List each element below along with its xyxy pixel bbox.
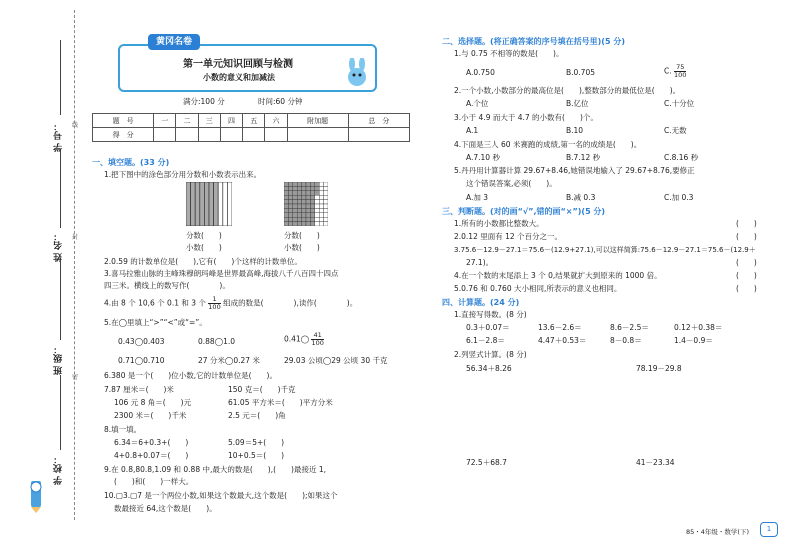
score-cell[interactable] [287, 128, 348, 142]
grid-cell [315, 204, 319, 208]
judge-item-cont: 27.1)。 [466, 258, 494, 267]
grid-cell [302, 200, 306, 204]
cut-line [74, 10, 75, 520]
q5-item: 0.88◯1.0 [198, 337, 236, 346]
grid-cell [288, 186, 292, 190]
decimal-answer-2[interactable]: 小数( ) [284, 243, 320, 252]
score-cell[interactable] [154, 128, 176, 142]
grid-cell [315, 217, 319, 221]
grid-cell [324, 222, 328, 226]
q8-item: 10+0.5＝( ) [228, 451, 285, 460]
judge-item: 3.75.6－12.9－27.1＝75.6－(12.9+27.1),可以这样简算:75.6－12.9－27.1＝75.6－(12.9＋ [454, 246, 756, 254]
fraction-answer-2[interactable]: 分数( ) [284, 231, 320, 240]
q5-item [284, 332, 324, 347]
option-c[interactable]: C.无数 [664, 126, 687, 135]
grid-cell [288, 217, 292, 221]
student-number-label: 学 号： [54, 122, 64, 153]
grid-cell [284, 204, 288, 208]
choice-q1: 1.与 0.75 不相等的数是( )。 [454, 49, 564, 58]
page-subtitle: 小数的意义和加减法 [203, 73, 275, 82]
choice-q4: 4.下面是三人 60 米赛跑的成绩,第一名的成绩是( )。 [454, 140, 642, 149]
grid-cell [284, 208, 288, 212]
option-c[interactable]: C.8.16 秒 [664, 153, 699, 162]
score-cell[interactable] [348, 128, 409, 142]
grid-cell [324, 200, 328, 204]
option-c[interactable]: C.十分位 [664, 99, 695, 108]
grid-cell [284, 222, 288, 226]
student-name-label: 姓 名： [54, 232, 64, 263]
score-cell[interactable] [198, 128, 220, 142]
class-field[interactable] [60, 260, 61, 340]
option-a[interactable]: A.0.750 [466, 68, 495, 77]
grid-cell [293, 182, 297, 186]
grid-cell [319, 195, 323, 199]
table-row [93, 114, 410, 128]
option-b[interactable]: B.亿位 [566, 99, 589, 108]
grid-cell [306, 217, 310, 221]
grid-cell [324, 213, 328, 217]
table-header-cell: 二 [176, 114, 198, 128]
grid-cell [293, 222, 297, 226]
student-number-field[interactable] [60, 40, 61, 115]
grid-cell [293, 191, 297, 195]
numerator: 75 [674, 64, 686, 72]
grid-cell [324, 217, 328, 221]
grid-cell [293, 213, 297, 217]
grid-cell [293, 204, 297, 208]
choice-q5-cont: 这个错误答案,必须( )。 [466, 179, 557, 188]
option-b[interactable]: B.0.705 [566, 68, 596, 77]
option-c[interactable]: C.加 0.3 [664, 193, 694, 202]
q10-text: 10.▢3.▢7 是一个两位小数,如果这个数最大,这个数是( );如果这个 [104, 491, 338, 500]
q4-part-b: 组成的数是( ),读作( )。 [223, 298, 358, 308]
grid-cell [293, 186, 297, 190]
table-header-cell: 五 [243, 114, 265, 128]
calc-q2: 2.列竖式计算。(8 分) [454, 350, 527, 359]
grid-cell [324, 186, 328, 190]
grid-cell [315, 213, 319, 217]
q7-item: 106 元 8 角＝( )元 [114, 398, 192, 407]
q4-text [104, 296, 357, 311]
pencil-mascot-icon [22, 475, 50, 513]
full-score: 满分:100 分 [183, 97, 225, 106]
grid-cell [324, 195, 328, 199]
table-header-cell: 六 [265, 114, 287, 128]
score-cell[interactable] [220, 128, 242, 142]
decimal-answer-1[interactable]: 小数( ) [186, 243, 222, 252]
option-a[interactable]: A.1 [466, 126, 479, 135]
numerator: 41 [311, 332, 323, 340]
grid-cell [297, 213, 301, 217]
grid-cell [315, 182, 319, 186]
grid-cell [293, 208, 297, 212]
grid-cell [297, 195, 301, 199]
grid-cell [302, 208, 306, 212]
grid-cell [319, 204, 323, 208]
grid-cell [288, 213, 292, 217]
mental-calc-item[interactable]: 0.12＋0.38＝ [674, 323, 723, 332]
section-2-heading: 二、选择题。(将正确答案的序号填在括号里)(5 分) [442, 37, 625, 46]
grid-cell [302, 222, 306, 226]
q5-item: 27 分米◯0.27 米 [198, 356, 260, 365]
grid-cell [319, 217, 323, 221]
choice-q2: 2.一个小数,小数部分的最高位是( ),整数部分的最低位是( )。 [454, 86, 681, 95]
page-number: 1 [760, 522, 778, 537]
grid-cell [310, 186, 314, 190]
grid-cell [284, 217, 288, 221]
grid-cell [302, 182, 306, 186]
q10-text-cont: 数最接近 64,这个数是( )。 [114, 504, 217, 513]
table-header-cell: 附加题 [287, 114, 348, 128]
option-b[interactable]: B.10 [566, 126, 584, 135]
table-header-cell: 一 [154, 114, 176, 128]
grid-cell [284, 213, 288, 217]
grid-cell [302, 186, 306, 190]
q9-text-cont: ( )和( )一样大。 [114, 477, 194, 486]
grid-cell [293, 200, 297, 204]
mental-calc-item[interactable]: 8－0.8＝ [610, 336, 642, 345]
judge-item: 2.0.12 里面有 12 个百分之一。 [454, 232, 563, 241]
grid-cell [319, 222, 323, 226]
grid-cell [315, 222, 319, 226]
grid-cell [319, 186, 323, 190]
school-label: 学 校： [54, 455, 64, 486]
grid-cell [310, 200, 314, 204]
mental-calc-item[interactable]: 13.6－2.6＝ [538, 323, 582, 332]
vertical-calc-item[interactable]: 56.34＋8.26 [466, 364, 512, 373]
grid-cell [310, 195, 314, 199]
choice-q5: 5.丹丹用计算器计算 29.67+8.46,她错误地输入了 29.67+8.76,要修正 [454, 166, 695, 175]
choice-q3: 3.小于 4.9 而大于 4.7 的小数有( )个。 [454, 113, 598, 122]
judge-item: 1.所有的小数都比整数大。 [454, 219, 544, 228]
judge-item: 5.0.76 和 0.760 大小相同,所表示的意义也相同。 [454, 284, 622, 293]
grid-cell [324, 182, 328, 186]
grid-cell [284, 186, 288, 190]
fraction-41-100 [311, 332, 323, 347]
page-title: 第一单元知识回顾与检测 [183, 59, 293, 70]
grid-cell [293, 195, 297, 199]
grid-cell [284, 200, 288, 204]
option-c-label: C. [664, 66, 672, 76]
mental-calc-item[interactable]: 1.4－0.9＝ [674, 336, 713, 345]
judge-answer[interactable]: ( ) [736, 219, 757, 228]
grid-cell [297, 191, 301, 195]
grid-cell [310, 217, 314, 221]
numerator: 1 [208, 296, 220, 304]
table-header-cell: 四 [220, 114, 242, 128]
option-a[interactable]: A.加 3 [466, 193, 489, 202]
grid-cell [315, 191, 319, 195]
grid-cell [302, 204, 306, 208]
grid-cell [297, 186, 301, 190]
grid-cell [315, 186, 319, 190]
vertical-calc-item[interactable]: 78.19－29.8 [636, 364, 682, 373]
grid-cell [288, 200, 292, 204]
grid-cell [319, 200, 323, 204]
vertical-calc-item[interactable]: 41－23.34 [636, 458, 675, 467]
q7-item: 7.87 厘米＝( )米 [104, 385, 174, 394]
q8-item: 5.09＝5+( ) [228, 438, 285, 447]
fraction-figure-strips [186, 182, 232, 226]
q7-item: 61.05 平方米＝( )平方分米 [228, 398, 333, 407]
grid-cell [288, 204, 292, 208]
grid-cell [310, 213, 314, 217]
calc-q1: 1.直接写得数。(8 分) [454, 310, 527, 319]
grid-cell [310, 208, 314, 212]
q8-item: 6.34＝6+0.3+( ) [114, 438, 189, 447]
score-cell[interactable] [265, 128, 287, 142]
option-b[interactable]: B.减 0.3 [566, 193, 596, 202]
q8-text: 8.填一填。 [104, 425, 142, 434]
denominator: 100 [311, 339, 324, 347]
grid-cell [306, 191, 310, 195]
table-cell: 得 分 [93, 128, 154, 142]
grid-cell [306, 222, 310, 226]
score-table [92, 113, 410, 142]
grid-cell [284, 182, 288, 186]
section-1-heading: 一、填空题。(33 分) [92, 158, 170, 167]
grid-cell [293, 217, 297, 221]
school-field[interactable] [60, 375, 61, 450]
q5-item: 0.71◯0.710 [118, 356, 165, 365]
grid-cell [288, 222, 292, 226]
grid-cell [319, 182, 323, 186]
grid-cell [288, 191, 292, 195]
score-cell[interactable] [243, 128, 265, 142]
grid-cell [306, 195, 310, 199]
q6-text: 6.380 是一个( )位小数,它的计数单位是( )。 [104, 371, 277, 380]
fraction-one-hundredth [208, 296, 220, 311]
judge-answer[interactable]: ( ) [736, 258, 757, 267]
q9-text: 9.在 0.8,80.8,1.09 和 0.88 中,最大的数是( ),( )最接近 1, [104, 465, 326, 474]
grid-cell [302, 191, 306, 195]
q4-part-a: 4.由 8 个 10,6 个 0.1 和 3 个 [104, 298, 206, 308]
q5-item-text: 0.41◯ [284, 334, 310, 344]
table-row [93, 128, 410, 142]
grid-cell [315, 200, 319, 204]
section-3-heading: 三、判断题。(对的画“√”,错的画“×”)(5 分) [442, 207, 606, 216]
option-b[interactable]: B.7.12 秒 [566, 153, 601, 162]
denominator: 100 [208, 303, 221, 311]
cut-mark-line: 线 [72, 122, 79, 129]
grid-cell [297, 217, 301, 221]
grid-cell [319, 213, 323, 217]
mental-calc-item[interactable]: 4.47＋0.53＝ [538, 336, 587, 345]
grid-cell [324, 204, 328, 208]
grid-cell [319, 191, 323, 195]
table-header-cell: 总 分 [348, 114, 409, 128]
mental-calc-item[interactable]: 0.3＋0.07＝ [466, 323, 510, 332]
denominator: 100 [674, 71, 687, 79]
class-label: 班 级： [54, 345, 64, 376]
grid-cell [288, 182, 292, 186]
q7-item: 150 克＝( )千克 [228, 385, 296, 394]
q8-item: 4+0.8+0.07＝( ) [114, 451, 189, 460]
grid-cell [306, 182, 310, 186]
table-header-cell: 三 [198, 114, 220, 128]
rabbit-mascot-icon [342, 58, 372, 88]
grid-cell [302, 213, 306, 217]
q7-item: 2300 米＝( )千米 [114, 411, 187, 420]
q3-text: 3.喜马拉雅山脉的主峰珠穆朗玛峰是世界最高峰,海拔八千八百四十四点 [104, 269, 339, 278]
grid-cell [306, 204, 310, 208]
grid-cell [288, 195, 292, 199]
footer-text: 85・4年级・数学(下) [686, 528, 749, 536]
time-limit: 时间:60 分钟 [258, 97, 303, 106]
grid-cell [315, 195, 319, 199]
q5-text: 5.在◯里填上“>”“<”或“=”。 [104, 318, 207, 327]
judge-item: 4.在一个数的末尾添上 3 个 0,结果就扩大到原来的 1000 倍。 [454, 271, 662, 280]
grid-cell [306, 208, 310, 212]
grid-cell [288, 208, 292, 212]
brand-logo: 黄冈名卷 [148, 34, 200, 50]
mental-calc-item[interactable]: 8.6－2.5＝ [610, 323, 649, 332]
binding-margin [0, 0, 86, 554]
cut-mark-seal: 封 [72, 234, 79, 241]
option-a[interactable]: A.个位 [466, 99, 489, 108]
decimal-figure-grid [284, 182, 328, 226]
mental-calc-item[interactable]: 6.1－2.8＝ [466, 336, 505, 345]
grid-cell [310, 204, 314, 208]
grid-cell [306, 200, 310, 204]
grid-cell [302, 195, 306, 199]
table-header-cell: 题 号 [93, 114, 154, 128]
q3-text-cont: 四三米。横线上的数写作( )。 [104, 281, 230, 290]
student-name-field[interactable] [60, 150, 61, 228]
grid-cell [284, 195, 288, 199]
judge-answer[interactable]: ( ) [736, 271, 757, 280]
q7-item: 2.5 元＝( )角 [228, 411, 286, 420]
q5-item: 29.03 公顷◯29 公顷 30 千克 [284, 356, 388, 365]
grid-cell [297, 208, 301, 212]
grid-cell [297, 222, 301, 226]
grid-cell [284, 191, 288, 195]
grid-cell [306, 186, 310, 190]
q5-item: 0.43◯0.403 [118, 337, 165, 346]
vertical-calc-item[interactable]: 72.5＋68.7 [466, 458, 507, 467]
grid-cell [310, 182, 314, 186]
grid-cell [306, 213, 310, 217]
option-c[interactable] [664, 64, 686, 79]
grid-cell [315, 208, 319, 212]
judge-answer[interactable]: ( ) [736, 284, 757, 293]
grid-cell [324, 208, 328, 212]
judge-answer[interactable]: ( ) [736, 232, 757, 241]
grid-cell [310, 191, 314, 195]
q1-text: 1.把下图中的涂色部分用分数和小数表示出来。 [104, 170, 262, 179]
grid-cell [324, 191, 328, 195]
grid-cell [310, 222, 314, 226]
grid-cell [297, 204, 301, 208]
fraction-answer-1[interactable]: 分数( ) [186, 231, 222, 240]
fraction-75-100 [674, 64, 686, 79]
grid-cell [302, 217, 306, 221]
option-a[interactable]: A.7.10 秒 [466, 153, 500, 162]
grid-cell [297, 182, 301, 186]
section-4-heading: 四、计算题。(24 分) [442, 298, 520, 307]
q2-text: 2.0.59 的计数单位是( ),它有( )个这样的计数单位。 [104, 257, 302, 266]
grid-cell [319, 208, 323, 212]
cut-mark-secret: 密 [72, 374, 79, 381]
score-cell[interactable] [176, 128, 198, 142]
grid-cell [297, 200, 301, 204]
